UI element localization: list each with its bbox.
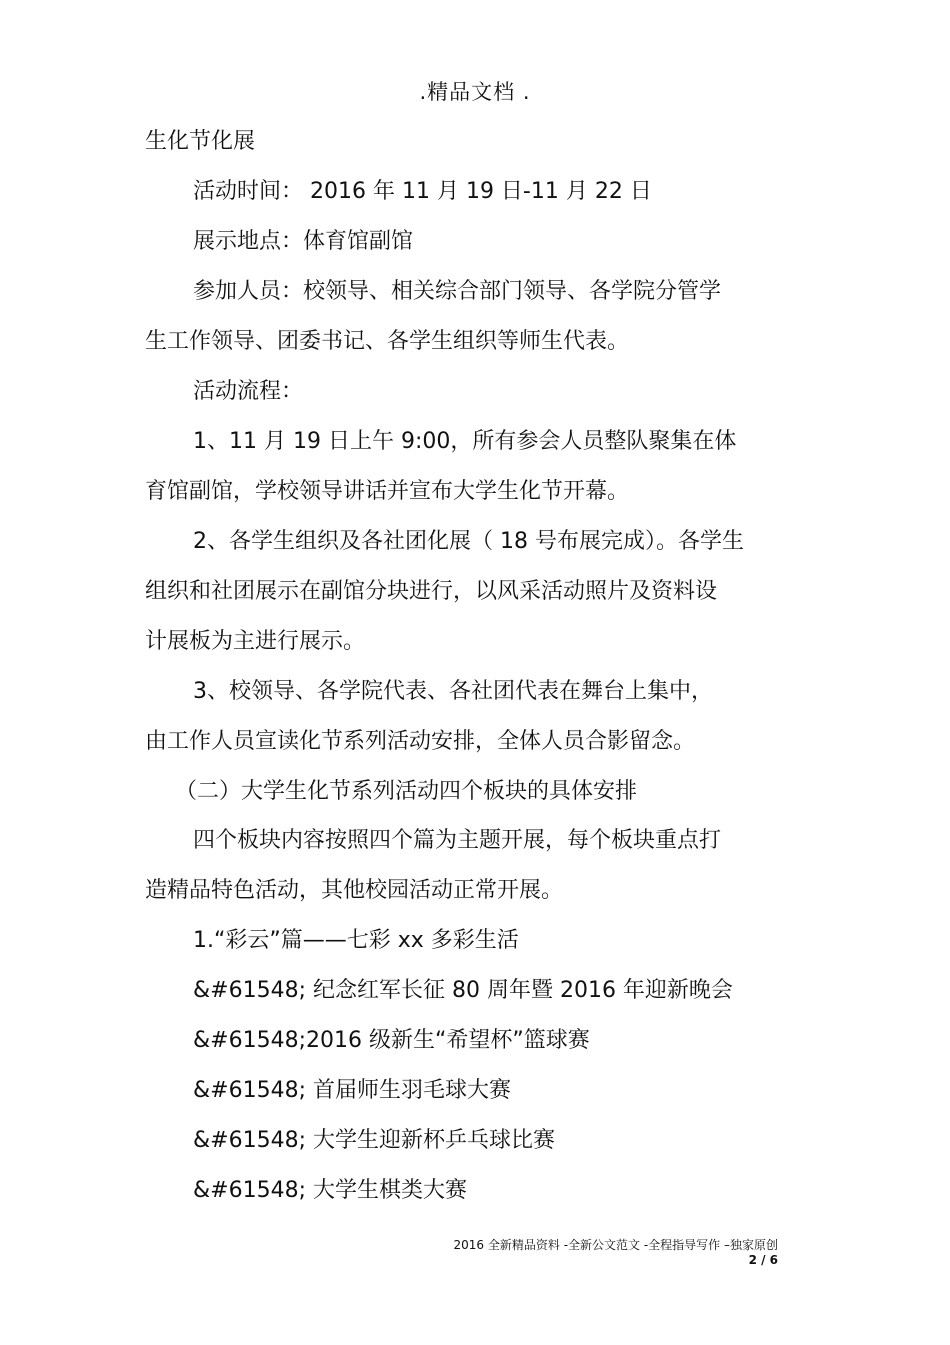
list-item: &#61548;2016 级新生“希望杯”篮球赛	[193, 1028, 590, 1053]
list-item: &#61548; 大学生棋类大赛	[193, 1178, 467, 1203]
text-line: 展示地点：体育馆副馆	[193, 229, 414, 254]
text-line: 四个板块内容按照四个篇为主题开展，每个板块重点打	[193, 828, 722, 853]
text-line: 活动时间： 2016 年 11 月 19 日-11 月 22 日	[193, 179, 652, 204]
text-line: 3、校领导、各学院代表、各社团代表在舞台上集中，	[193, 679, 713, 704]
text-line: 生化节化展	[145, 129, 256, 154]
text-line: 参加人员：校领导、相关综合部门领导、各学院分管学	[193, 279, 722, 304]
text-line: 由工作人员宣读化节系列活动安排，全体人员合影留念。	[145, 729, 696, 754]
text-line: 计展板为主进行展示。	[145, 629, 366, 654]
text-line: 2、各学生组织及各社团化展（ 18 号布展完成）。各学生	[193, 529, 744, 554]
text-line: 生工作领导、团委书记、各学生组织等师生代表。	[145, 329, 630, 354]
section-heading: （二）大学生化节系列活动四个板块的具体安排	[175, 779, 638, 804]
page-header: .精品文档 .	[419, 80, 531, 104]
list-item: &#61548; 首届师生羽毛球大赛	[193, 1078, 511, 1103]
text-line: 活动流程：	[193, 379, 304, 404]
text-line: 组织和社团展示在副馆分块进行，以风采活动照片及资料设	[145, 579, 718, 604]
page-footer: 2016 全新精品资料 -全新公文范文 -全程指导写作 –独家原创	[453, 1238, 778, 1252]
text-line: 造精品特色活动，其他校园活动正常开展。	[145, 878, 564, 903]
list-item: &#61548; 纪念红军长征 80 周年暨 2016 年迎新晚会	[193, 978, 733, 1003]
page-number: 2 / 6	[748, 1253, 778, 1267]
subsection-heading: 1.“彩云”篇——七彩 xx 多彩生活	[193, 928, 519, 953]
list-item: &#61548; 大学生迎新杯乒乓球比赛	[193, 1128, 555, 1153]
text-line: 1、11 月 19 日上午 9:00，所有参会人员整队聚集在体	[193, 429, 737, 454]
text-line: 育馆副馆，学校领导讲话并宣布大学生化节开幕。	[145, 479, 630, 504]
